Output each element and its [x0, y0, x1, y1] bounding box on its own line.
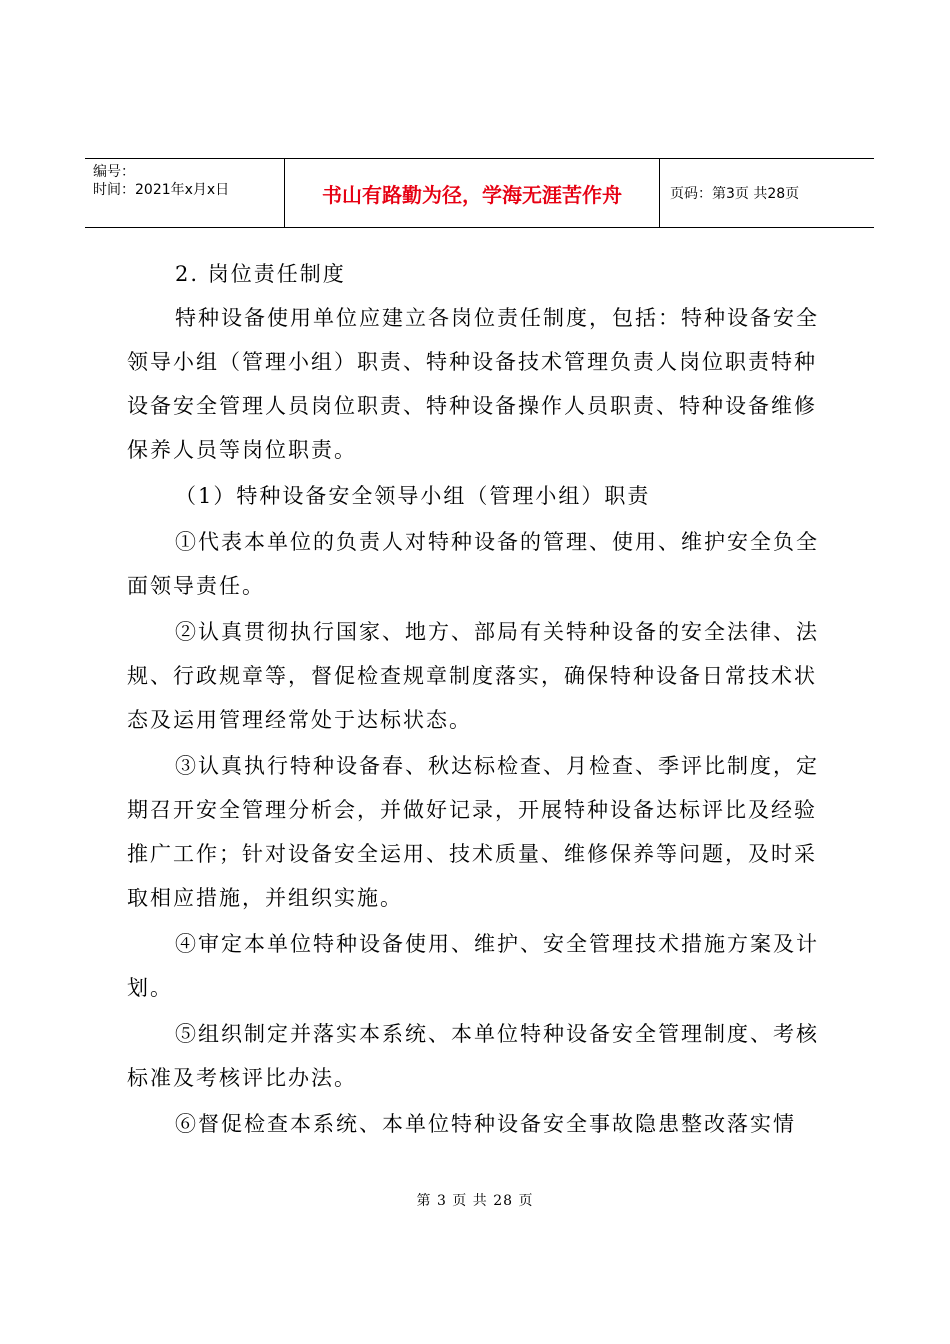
subsection-heading: （1）特种设备安全领导小组（管理小组）职责 — [175, 484, 651, 508]
paragraph: 特种设备使用单位应建立各岗位责任制度，包括：特种设备安全领导小组（管理小组）职责、特种设备技术管理负责人岗位职责特种设备安全管理人员岗位职责、特种设备操作人员职责、特种设备维修保养人员等岗位职责。 — [127, 306, 819, 462]
paragraph: ②认真贯彻执行国家、地方、部局有关特种设备的安全法律、法规、行政规章等，督促检查规章制度落实，确保特种设备日常技术状态及运用管理经常处于达标状态。 — [127, 620, 819, 732]
paragraph: ①代表本单位的负责人对特种设备的管理、使用、维护安全负全面领导责任。 — [127, 530, 819, 598]
document-number-label: 编号： — [93, 164, 135, 180]
document-time: 时间：2021年x月x日 — [93, 182, 230, 198]
page-footer: 第 3 页 共 28 页 — [416, 1193, 534, 1209]
document-body — [127, 252, 833, 1148]
paragraph: ③认真执行特种设备春、秋达标检查、月检查、季评比制度，定期召开安全管理分析会，并做好记录，开展特种设备达标评比及经验推广工作；针对设备安全运用、技术质量、维修保养等问题，及时采取相应措施，并组织实施。 — [127, 754, 819, 910]
header-motto: 书山有路勤为径，学海无涯苦作舟 — [285, 159, 660, 227]
header-page-info: 页码：第3页 共28页 — [670, 186, 800, 202]
paragraph: ⑤组织制定并落实本系统、本单位特种设备安全管理制度、考核标准及考核评比办法。 — [127, 1022, 819, 1090]
document-header — [85, 158, 874, 228]
paragraph: ④审定本单位特种设备使用、维护、安全管理技术措施方案及计划。 — [127, 932, 819, 1000]
section-heading: 2. 岗位责任制度 — [175, 262, 346, 286]
header-meta — [85, 159, 285, 227]
paragraph: ⑥督促检查本系统、本单位特种设备安全事故隐患整改落实情 — [175, 1112, 796, 1136]
